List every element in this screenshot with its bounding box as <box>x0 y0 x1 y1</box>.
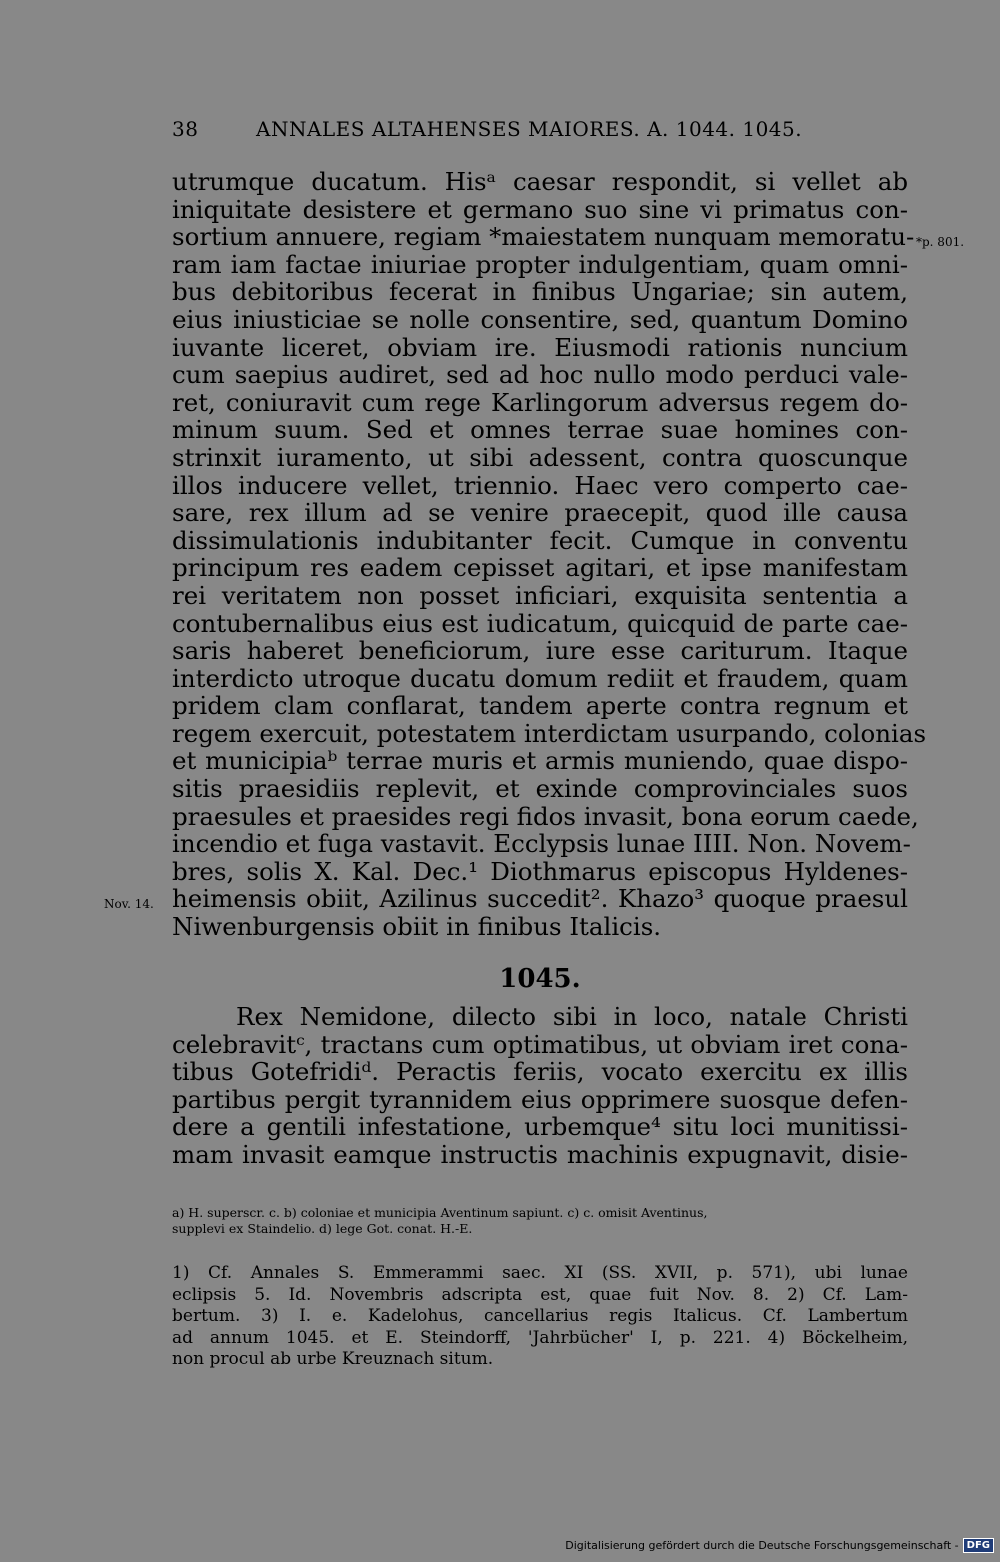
text-line: bus debitoribus fecerat in finibus Ungariae; sin autem, <box>172 277 908 307</box>
text-line: rei veritatem non posset inficiari, exquisita sententia a <box>172 580 908 610</box>
footnote-line: ad annum 1045. et E. Steindorff, 'Jahrbücher' I, p. 221. 4) Böckelheim, <box>172 1327 908 1348</box>
text-line: sortium annuere, regiam *maiestatem nunquam memoratu- <box>172 222 915 252</box>
main-text-1044 <box>172 167 927 942</box>
text-line: ram iam factae iniuriae propter indulgentiam, quam omni- <box>172 249 908 279</box>
text-line: tibus Gotefridiᵈ. Peractis feriis, vocato exercitu ex illis <box>172 1057 908 1087</box>
footnote-line: eclipsis 5. Id. Novembris adscripta est, quae fuit Nov. 8. 2) Cf. Lam- <box>172 1284 908 1305</box>
text-line: incendio et fuga vastavit. Ecclypsis lunae IIII. Non. Novem- <box>172 829 911 859</box>
dfg-logo: DFG <box>963 1538 994 1553</box>
text-line: iniquitate desistere et germano suo sine vi primatus con- <box>172 194 908 224</box>
critical-apparatus <box>172 1205 908 1237</box>
text-line: regem exercuit, potestatem interdictam usurpando, colonias <box>172 718 927 748</box>
text-line: partibus pergit tyrannidem eius opprimere suosque defen- <box>172 1084 908 1114</box>
margin-note-date: Nov. 14. <box>104 897 154 911</box>
year-heading: 1045. <box>499 964 581 994</box>
text-line: iuvante liceret, obviam ire. Eiusmodi rationis nuncium <box>172 332 908 362</box>
apparatus-line: supplevi ex Staindelio. d) lege Got. conat. H.-E. <box>172 1221 473 1236</box>
text-line: saris haberet beneficiorum, iure esse cariturum. Itaque <box>172 636 908 666</box>
text-line: mam invasit eamque instructis machinis expugnavit, disie- <box>172 1139 908 1169</box>
text-line: bres, solis X. Kal. Dec.¹ Diothmarus episcopus Hyldenes- <box>172 856 908 886</box>
funding-text: Digitalisierung gefördert durch die Deutsche Forschungsgemeinschaft - <box>565 1539 959 1552</box>
footnote-line: non procul ab urbe Kreuznach situm. <box>172 1349 494 1369</box>
text-line: pridem clam conflarat, tandem aperte contra regnum et <box>172 691 908 721</box>
text-line: Niwenburgensis obiit in finibus Italicis. <box>172 912 662 942</box>
text-line: illos inducere vellet, triennio. Haec vero comperto cae- <box>172 470 908 500</box>
text-line: dissimulationis indubitanter fecit. Cumque in conventu <box>172 525 908 555</box>
page-number: 38 <box>172 117 199 141</box>
footnotes <box>172 1263 908 1371</box>
text-line: celebravitᶜ, tractans cum optimatibus, ut obviam iret cona- <box>172 1029 908 1059</box>
text-line: strinxit iuramento, ut sibi adessent, contra quoscunque <box>172 442 908 472</box>
text-line: et municipiaᵇ terrae muris et armis muniendo, quae dispo- <box>172 746 908 776</box>
text-line: interdicto utroque ducatu domum rediit et fraudem, quam <box>172 663 908 693</box>
text-line: sare, rex illum ad se venire praecepit, quod ille causa <box>172 498 908 528</box>
text-line: contubernalibus eius est iudicatum, quicquid de parte cae- <box>172 608 908 638</box>
footnote-line: 1) Cf. Annales S. Emmerammi saec. XI (SS. XVII, p. 571), ubi lunae <box>172 1263 908 1283</box>
text-line: minum suum. Sed et omnes terrae suae homines con- <box>172 415 908 445</box>
apparatus-line: a) H. superscr. c. b) coloniae et municipia Aventinum sapiunt. c) c. omisit Aventinus, <box>172 1205 708 1220</box>
text-line: praesules et praesides regi fidos invasit, bona eorum caede, <box>172 801 919 831</box>
text-line: eius iniusticiae se nolle consentire, sed, quantum Domino <box>172 304 908 334</box>
text-line: utrumque ducatum. Hisᵃ caesar respondit, si vellet ab <box>172 167 908 196</box>
text-line: sitis praesidiis replevit, et exinde comprovinciales suos <box>172 774 908 804</box>
text-line: heimensis obiit, Azilinus succedit². Khazo³ quoque praesul <box>172 884 908 914</box>
text-line: cum saepius audiret, sed ad hoc nullo modo perduci vale- <box>172 360 908 390</box>
text-line: Rex Nemidone, dilecto sibi in loco, natale Christi <box>236 1002 908 1031</box>
text-line: principum res eadem cepisset agitari, et ipse manifestam <box>172 553 908 583</box>
funding-footer <box>565 1538 994 1553</box>
text-line: ret, coniuravit cum rege Karlingorum adversus regem do- <box>172 387 908 417</box>
running-title: ANNALES ALTAHENSES MAIORES. A. 1044. 1045. <box>256 117 803 141</box>
text-line: dere a gentili infestatione, urbemque⁴ situ loci munitissi- <box>172 1112 908 1142</box>
footnote-line: bertum. 3) I. e. Kadelohus, cancellarius regis Italicus. Cf. Lambertum <box>172 1306 908 1326</box>
margin-note-page-ref: *p. 801. <box>916 235 965 249</box>
main-text-1045 <box>172 1003 908 1169</box>
